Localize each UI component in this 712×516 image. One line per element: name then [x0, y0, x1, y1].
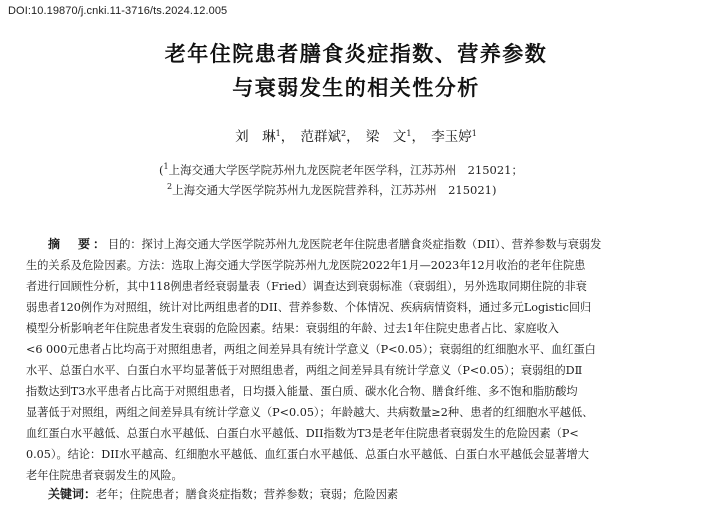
affiliation-1-mark: 1	[163, 162, 169, 171]
author-1-affil: 1	[275, 129, 281, 138]
author-1: 刘 琳	[235, 129, 276, 145]
abstract-line: 弱患者120例作为对照组，统计对比两组患者的DII、营养参数、个体情况、疾病病情资料，通过多元Logistic回归	[26, 301, 592, 314]
keywords-text: 老年；住院患者；膳食炎症指数；营养参数；衰弱；危险因素	[96, 488, 399, 501]
author-4: 李玉婷	[431, 129, 472, 145]
affiliation-2	[167, 182, 496, 198]
abstract-line: 显著低于对照组，两组之间差异具有统计学意义（P<0.05）；年龄越大、共病数量≥2种、患者的红细胞水平越低、	[26, 406, 594, 419]
abstract-line	[26, 234, 694, 255]
author-3: 梁 文	[365, 129, 407, 145]
affiliation-1	[159, 162, 523, 178]
title-line-1: 老年住院患者膳食炎症指数、营养参数	[164, 42, 548, 66]
author-2-affil: 2	[341, 129, 347, 138]
abstract-line: 指数达到T3水平患者占比高于对照组患者，日均摄入能量、蛋白质、碳水化合物、膳食纤维、多不饱和脂肪酸均	[26, 385, 578, 398]
affiliation-2-mark: 2	[167, 182, 173, 191]
abstract-line: 0.05）。结论：DII水平越高、红细胞水平越低、血红蛋白水平越低、总蛋白水平越低、白蛋白水平越低会显著增大	[26, 448, 589, 461]
abstract-text: 目的：探讨上海交通大学医学院苏州九龙医院老年住院患者膳食炎症指数（DII）、营养参数与衰弱发	[108, 238, 602, 251]
abstract-line: 老年住院患者衰弱发生的风险。	[26, 469, 183, 482]
title-line-2: 与衰弱发生的相关性分析	[232, 76, 480, 100]
abstract-line: 者进行回顾性分析，其中118例患者经衰弱量表（Fried）调查达到衰弱标准（衰弱组），另外选取同期住院的非衰	[26, 280, 587, 293]
affiliation-1-text: 上海交通大学医学院苏州九龙医院老年医学科，江苏苏州 215021；	[168, 163, 523, 177]
keywords	[48, 485, 398, 502]
abstract-label: 摘 要：	[48, 237, 109, 251]
abstract-line: 水平、总蛋白水平、白蛋白水平均显著低于对照组患者，两组之间差异具有统计学意义（P<0.05）；衰弱组的DⅡ	[26, 364, 583, 377]
authors	[0, 125, 712, 145]
keywords-label: 关键词：	[48, 487, 97, 501]
author-sep: ，	[280, 129, 297, 145]
affiliation-open-paren: (	[159, 163, 164, 177]
abstract-line: 模型分析影响老年住院患者发生衰弱的危险因素。结果：衰弱组的年龄、过去1年住院史患者占比、家庭收入	[26, 322, 559, 335]
author-3-affil: 1	[406, 129, 412, 138]
author-sep: ，	[346, 129, 362, 145]
affiliation-2-text: 上海交通大学医学院苏州九龙医院营养科，江苏苏州 215021)	[172, 183, 497, 197]
author-2: 范群斌	[300, 129, 341, 145]
author-sep: ，	[411, 129, 427, 145]
doi: DOI:10.19870/j.cnki.11-3716/ts.2024.12.005	[8, 5, 228, 17]
abstract-line: <6 000元患者占比均高于对照组患者，两组之间差异具有统计学意义（P<0.05）；衰弱组的红细胞水平、血红蛋白	[26, 343, 596, 356]
abstract	[26, 234, 694, 486]
abstract-line: 血红蛋白水平越低、总蛋白水平越低、白蛋白水平越低、DII指数为T3是老年住院患者衰弱发生的危险因素（P<	[26, 427, 579, 440]
abstract-line: 生的关系及危险因素。方法：选取上海交通大学医学院苏州九龙医院2022年1月—2023年12月收治的老年住院患	[26, 259, 586, 272]
author-4-affil: 1	[471, 129, 477, 138]
